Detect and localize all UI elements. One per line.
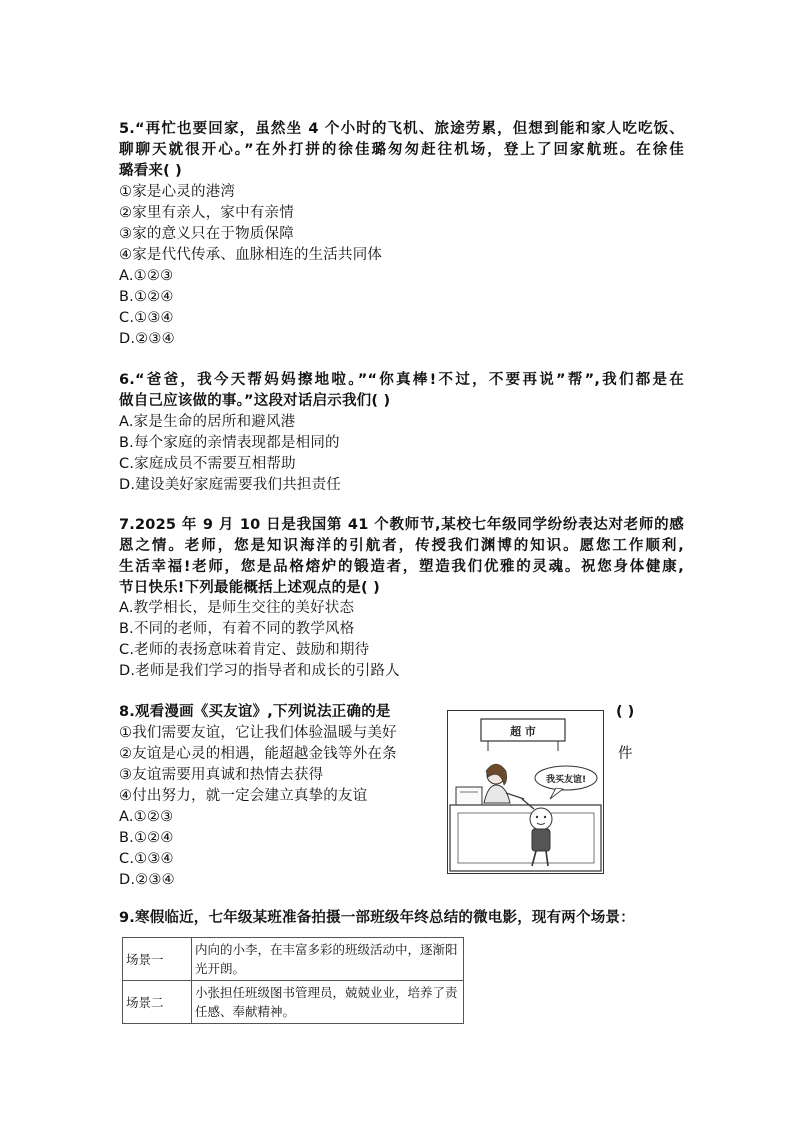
q5-option-d: D.②③④ bbox=[119, 331, 175, 347]
shop-counter bbox=[450, 805, 601, 871]
q5-option-a: A.①②③ bbox=[119, 268, 174, 284]
q7-stem-line-3: 生活幸福!老师，您是品格熔炉的锻造者，塑造我们优雅的灵魂。祝您身体健康, bbox=[119, 559, 684, 575]
q8-option-a: A.①②③ bbox=[119, 809, 174, 825]
comic-drawing bbox=[448, 711, 603, 873]
child-head bbox=[530, 808, 552, 830]
q6-stem-line-1: 6.“爸爸，我今天帮妈妈擦地啦。”“你真棒!不过，不要再说”帮”,我们都是在 bbox=[119, 372, 684, 388]
q7-option-a: A.教学相长，是师生交往的美好状态 bbox=[119, 600, 355, 616]
q6-stem-line-2: 做自己应该做的事。”这段对话启示我们( ) bbox=[119, 393, 391, 409]
q8-answer-paren: ( ) bbox=[616, 704, 635, 720]
q8-statement-3: ③友谊需要用真诚和热情去获得 bbox=[119, 767, 324, 783]
store-sign-text: 超 市 bbox=[510, 725, 536, 738]
q8-option-d: D.②③④ bbox=[119, 872, 175, 888]
scene-name: 场景一 bbox=[123, 938, 192, 981]
q6-option-a: A.家是生命的居所和避风港 bbox=[119, 414, 296, 430]
q9-stem: 9.寒假临近，七年级某班准备拍摄一部班级年终总结的微电影，现有两个场景： bbox=[119, 910, 635, 926]
q8-stem: 8.观看漫画《买友谊》,下列说法正确的是 bbox=[119, 704, 391, 720]
q7-option-d: D.老师是我们学习的指导者和成长的引路人 bbox=[119, 663, 400, 679]
q8-statement-4: ④付出努力，就一定会建立真挚的友谊 bbox=[119, 788, 368, 804]
q5-stem-line-2: 聊聊天就很开心。”在外打拼的徐佳璐匆匆赶往机场，登上了回家航班。在徐佳 bbox=[119, 142, 684, 158]
child-body bbox=[532, 829, 550, 851]
q7-option-c: C.老师的表扬意味着肯定、鼓励和期待 bbox=[119, 642, 370, 658]
q5-statement-2: ②家里有亲人，家中有亲情 bbox=[119, 205, 294, 221]
q7-stem-line-1: 7.2025 年 9 月 10 日是我国第 41 个教师节,某校七年级同学纷纷表达对老师的感 bbox=[119, 517, 684, 533]
table-row bbox=[123, 981, 464, 1024]
q8-statement-2-tail: 件 bbox=[618, 746, 633, 762]
q6-option-d: D.建设美好家庭需要我们共担责任 bbox=[119, 477, 341, 493]
scene-description: 内向的小李，在丰富多彩的班级活动中，逐渐阳光开朗。 bbox=[192, 938, 464, 981]
scene-table bbox=[122, 937, 464, 1024]
q5-statement-4: ④家是代代传承、血脉相连的生活共同体 bbox=[119, 247, 383, 263]
child-eye-right bbox=[544, 816, 546, 818]
q5-statement-1: ①家是心灵的港湾 bbox=[119, 184, 236, 200]
child-eye-left bbox=[536, 816, 538, 818]
q6-option-b: B.每个家庭的亲情表现都是相同的 bbox=[119, 435, 340, 451]
q5-option-b: B.①②④ bbox=[119, 289, 174, 305]
cash-register bbox=[456, 787, 482, 805]
q8-option-c: C.①③④ bbox=[119, 851, 174, 867]
scene-description: 小张担任班级图书管理员，兢兢业业，培养了责任感、奉献精神。 bbox=[192, 981, 464, 1024]
speech-bubble-tail bbox=[550, 788, 563, 799]
q5-statement-3: ③家的意义只在于物质保障 bbox=[119, 226, 294, 242]
table-row bbox=[123, 938, 464, 981]
q8-statement-2: ②友谊是心灵的相遇，能超越金钱等外在条 bbox=[119, 746, 397, 762]
buy-friendship-comic bbox=[447, 710, 604, 874]
q8-option-b: B.①②④ bbox=[119, 830, 174, 846]
cashier-body bbox=[484, 785, 510, 803]
q5-option-c: C.①③④ bbox=[119, 310, 174, 326]
q7-option-b: B.不同的老师，有着不同的教学风格 bbox=[119, 621, 355, 637]
q5-stem-line-1: 5.“再忙也要回家，虽然坐 4 个小时的飞机、旅途劳累，但想到能和家人吃吃饭、 bbox=[119, 121, 684, 137]
q6-option-c: C.家庭成员不需要互相帮助 bbox=[119, 456, 296, 472]
q7-stem-line-4: 节日快乐!下列最能概括上述观点的是( ) bbox=[119, 580, 380, 596]
q7-stem-line-2: 恩之情。老师，您是知识海洋的引航者，传授我们渊博的知识。愿您工作顺利, bbox=[119, 538, 684, 554]
q5-stem-line-3: 璐看来( ) bbox=[119, 163, 183, 179]
q8-statement-1: ①我们需要友谊，它让我们体验温暖与美好 bbox=[119, 725, 397, 741]
speech-bubble-text: 我买友谊! bbox=[545, 775, 587, 785]
scene-name: 场景二 bbox=[123, 981, 192, 1024]
